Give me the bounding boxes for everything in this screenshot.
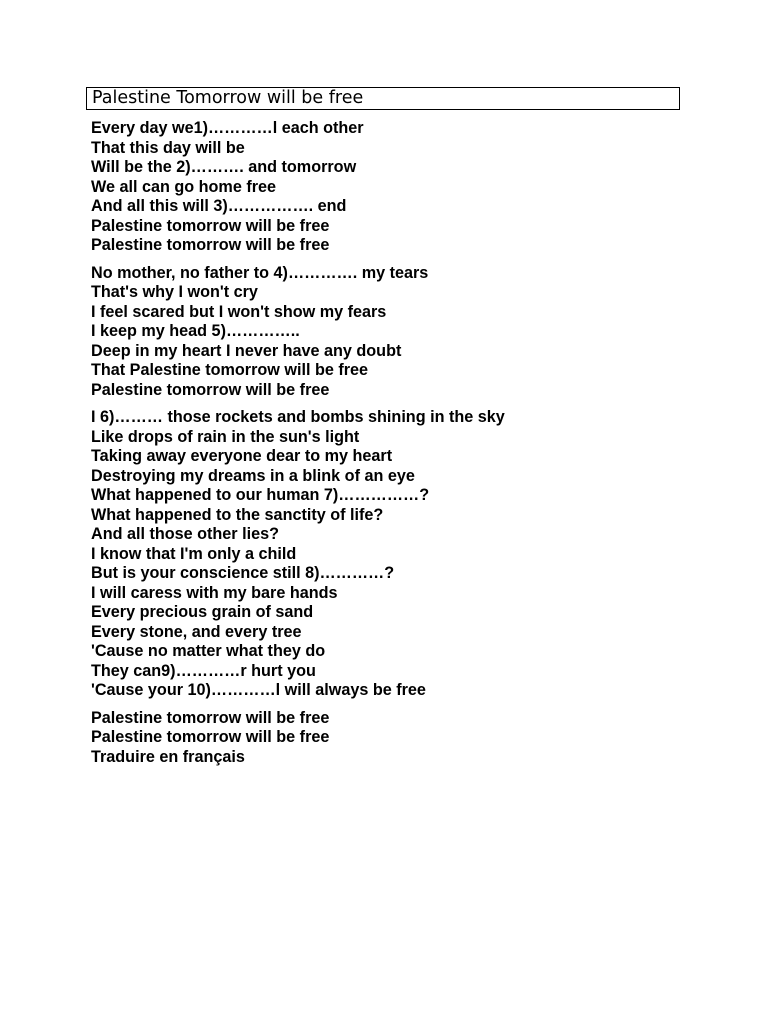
lyric-line: What happened to the sanctity of life? (91, 505, 384, 524)
lyric-line: Taking away everyone dear to my heart (91, 447, 393, 465)
lyric-line: Every precious grain of sand (91, 603, 314, 621)
lyric-line: Every day we1)…………l each other (91, 119, 364, 137)
lyric-line: That this day will be (91, 138, 245, 157)
lyrics-body (91, 119, 691, 775)
lyric-line: I will caress with my bare hands (91, 583, 338, 602)
lyric-line: We all can go home free (91, 177, 277, 196)
stanza-1 (91, 119, 691, 256)
lyric-line: Palestine tomorrow will be free (91, 380, 330, 399)
lyric-line: But is your conscience still 8)…………? (91, 564, 395, 582)
lyric-line: Palestine tomorrow will be free (91, 728, 330, 746)
stanza-3 (91, 408, 691, 701)
lyric-line: I keep my head 5)………….. (91, 322, 300, 340)
stanza-2 (91, 264, 691, 401)
lyric-line: That's why I won't cry (91, 283, 258, 301)
lyric-line: What happened to our human 7)……………? (91, 486, 430, 504)
lyric-line: 'Cause your 10)…………l will always be free (91, 681, 426, 699)
stanza-4 (91, 709, 691, 768)
lyric-line: Palestine tomorrow will be free (91, 236, 330, 254)
lyric-line: Deep in my heart I never have any doubt (91, 341, 402, 360)
lyric-line: And all this will 3)……………. end (91, 197, 347, 215)
lyric-line: Palestine tomorrow will be free (91, 708, 330, 727)
lyric-line: Will be the 2)………. and tomorrow (91, 158, 357, 176)
document-title: Palestine Tomorrow will be free (86, 87, 680, 110)
lyric-line: I feel scared but I won't show my fears (91, 302, 387, 321)
lyric-line: And all those other lies? (91, 525, 279, 543)
lyric-line: I 6)……… those rockets and bombs shining in the sky (91, 408, 505, 426)
lyric-line: 'Cause no matter what they do (91, 642, 326, 660)
lyric-line: No mother, no father to 4)…………. my tears (91, 263, 429, 282)
lyric-line: That Palestine tomorrow will be free (91, 361, 369, 379)
translate-link-text: Traduire en français (91, 747, 245, 766)
lyric-line: They can9)…………r hurt you (91, 661, 316, 680)
lyric-line: Every stone, and every tree (91, 622, 302, 641)
lyric-line: Palestine tomorrow will be free (91, 216, 330, 235)
lyric-line: Like drops of rain in the sun's light (91, 427, 360, 446)
lyric-line: I know that I'm only a child (91, 544, 297, 563)
lyric-line: Destroying my dreams in a blink of an eye (91, 466, 415, 485)
